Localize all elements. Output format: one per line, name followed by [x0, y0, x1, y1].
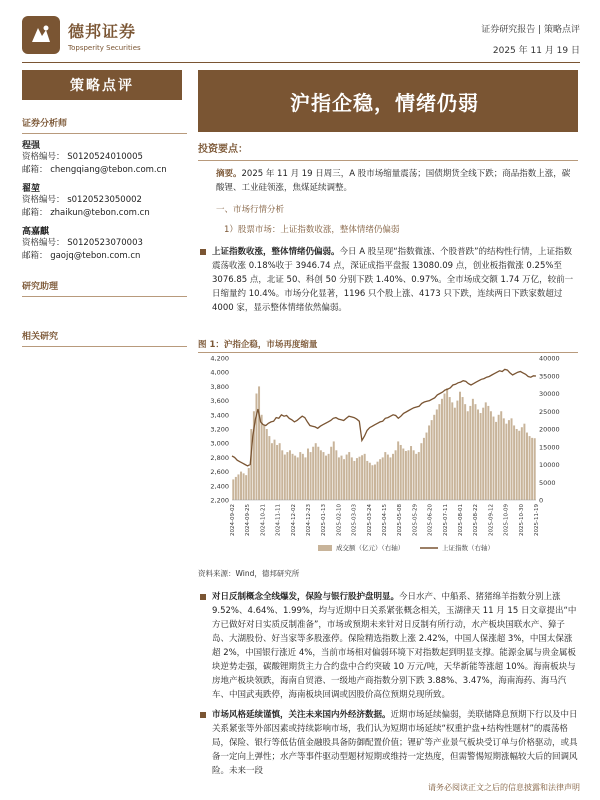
turnover-bar [325, 456, 327, 500]
turnover-bar [232, 479, 234, 500]
x-tick-label: 2024-12-23 [306, 504, 312, 536]
company-name-cn: 德邦证券 [68, 21, 137, 41]
turnover-bar [245, 475, 247, 500]
turnover-bar [392, 454, 394, 500]
turnover-bar [299, 452, 301, 500]
turnover-bar [382, 457, 384, 500]
x-tick-label: 2025-04-15 [382, 504, 388, 536]
turnover-bar [395, 450, 397, 500]
abstract-label: 摘要。 [216, 169, 242, 179]
figure-title: 图 1：沪指企稳，市场再度缩量 [198, 338, 578, 353]
turnover-bar [485, 402, 487, 500]
turnover-bar [276, 445, 278, 500]
turnover-bar [415, 454, 417, 500]
turnover-bar [444, 394, 446, 501]
section-heading: 一、市场行情分析 [216, 205, 285, 215]
right-tick-label: 0 [539, 496, 544, 505]
x-tick-label: 2025-07-11 [442, 504, 449, 536]
report-type: 证券研究报告 | 策略点评 [481, 25, 580, 35]
left-tick-label: 2,800 [210, 453, 229, 462]
legend-swatch-bar [318, 545, 332, 551]
turnover-bar [237, 474, 239, 500]
turnover-bar [529, 436, 531, 500]
chart [198, 350, 578, 564]
bullet-lead: 上证指数收涨，整体情绪仍偏弱。 [212, 247, 340, 257]
analyst-cert: 资格编号： S0120523070003 [22, 238, 143, 248]
turnover-bar [384, 452, 386, 500]
bullet-square-icon [200, 594, 206, 600]
bullet-square-icon [200, 249, 206, 255]
left-tick-label: 4,000 [210, 368, 229, 377]
x-tick-label: 2025-03-24 [366, 504, 373, 536]
company-name-en: Topsperity Securities [68, 43, 141, 52]
turnover-bar [423, 438, 425, 500]
bullet-text: 今日 A 股呈现“指数微涨、个股普跌”的结构性行情，上证指数震荡收涨 0.18%收于 3946.74 点，深证成指平盘报 13080.09 点，创业板指微涨 0.25%至 3076.85 点，北证 50、科创 50 分别下跌 1.40%、0.97%。全市场成交额 1.74 万亿，较前一日缩量约 10.4%。市场分化显著，1196 只个股上涨、4173 只下跌，连续两日下跌家数超过 4000 家，显示整体情绪依然偏弱。 [212, 247, 574, 313]
turnover-bar [338, 457, 340, 500]
bullet-square-icon [200, 712, 206, 718]
analyst-card [22, 224, 187, 263]
turnover-bar [361, 455, 363, 500]
bullet-paragraph [198, 590, 578, 702]
x-tick-label: 2025-01-13 [321, 504, 328, 536]
turnover-bar [438, 404, 440, 500]
x-tick-label: 2025-02-10 [336, 504, 343, 536]
x-tick-label: 2024-12-02 [290, 504, 297, 536]
turnover-bar [310, 452, 312, 500]
analyst-heading: 证券分析师 [22, 116, 187, 134]
category-tag: 策略点评 [22, 70, 182, 100]
right-tick-label: 35000 [539, 372, 560, 381]
turnover-bar [377, 462, 379, 500]
turnover-bar [353, 461, 355, 500]
turnover-bar [500, 411, 502, 500]
analyst-email[interactable]: 邮箱： gaojq@tebon.com.cn [22, 251, 141, 261]
turnover-bar [297, 457, 299, 500]
turnover-bar [286, 452, 288, 500]
turnover-bar [405, 451, 407, 500]
turnover-bar [418, 452, 420, 500]
turnover-bar [459, 392, 461, 500]
figure-source: 资料来源：Wind，德邦研究所 [198, 569, 300, 578]
turnover-bar [469, 406, 471, 500]
turnover-bar [480, 413, 482, 500]
bullet-lead: 市场风格延续谨慎，关注未来国内外经济数据。 [212, 710, 391, 720]
turnover-bar [274, 440, 276, 500]
turnover-bar [266, 429, 268, 500]
turnover-bar [400, 445, 402, 500]
turnover-bar [346, 455, 348, 500]
turnover-bar [477, 409, 479, 500]
x-tick-label: 2025-11-19 [534, 504, 540, 536]
turnover-bar [312, 447, 314, 500]
right-tick-label: 20000 [539, 425, 560, 434]
turnover-bar [413, 450, 415, 500]
turnover-bar [284, 455, 286, 500]
turnover-bar [333, 441, 335, 500]
turnover-bar [258, 386, 260, 500]
turnover-bar [281, 450, 283, 500]
abstract [198, 167, 578, 195]
analyst-card [22, 138, 187, 177]
turnover-bar [503, 418, 505, 500]
turnover-bar [235, 477, 237, 500]
left-tick-label: 4,200 [210, 354, 229, 363]
bullet-text: 今日水产、中船系、猪猪绵羊指数分别上涨 9.52%、4.64%、1.99%，均与近期中日关系紧张概念相关，玉湖律天 11 月 15 日文章提出“中方已做好对日实质反制准备”，市场或预期未来针对日反制有所行动，水产板块国联水产、獐子岛、大湖股份、好当家等多股涨停。保险精选指数上涨 2.42%，中国人保涨超 3%，中国太保涨超 2%，中国银行涨近 4%，当前市场相对偏弱环境下对指数起到明显支撑。能源金属与贵金属板块逆势走强，碳酸锂期货主力合约盘中合约突破 10 万元/吨，天华新能等涨超 10%。海南板块与房地产板块领跌，海南自贸港、一级地产商指数分别下跌 3.88%、3.47%，海南海药、海马汽车、中国武夷跌停，海南板块回调或因股价高位预期兑现所致。 [212, 592, 577, 700]
turnover-bar [341, 456, 343, 500]
left-tick-label: 3,200 [210, 425, 229, 434]
turnover-bar [505, 424, 507, 500]
header-divider [22, 62, 580, 63]
assistant-heading: 研究助理 [22, 275, 187, 297]
turnover-bar [348, 452, 350, 500]
subsection-heading: 1）股票市场：上证指数收涨，整体情绪仍偏弱 [224, 225, 400, 235]
turnover-bar [498, 415, 500, 500]
turnover-bar [330, 447, 332, 500]
x-tick-label: 2025-08-22 [473, 504, 480, 536]
x-tick-label: 2025-05-29 [412, 504, 419, 536]
turnover-bar [304, 457, 306, 500]
left-tick-label: 3,800 [210, 382, 229, 391]
legend-label: 成交额（亿元）（右轴） [336, 544, 405, 552]
turnover-bar [464, 404, 466, 500]
turnover-bar [240, 472, 242, 500]
main-content [198, 140, 578, 315]
x-tick-label: 2024-09-25 [245, 504, 252, 536]
turnover-bar [451, 402, 453, 500]
turnover-bar [343, 459, 345, 500]
x-tick-label: 2025-10-09 [503, 504, 510, 536]
turnover-bar [263, 425, 265, 500]
turnover-bar [328, 454, 330, 500]
turnover-bar [359, 457, 361, 500]
report-date: 2025 年 11 月 19 日 [492, 46, 580, 56]
analyst-name: 程强 [22, 141, 41, 151]
turnover-bar [379, 459, 381, 500]
turnover-bar [407, 450, 409, 500]
logo-mark-icon [22, 16, 60, 54]
x-tick-label: 2025-10-30 [518, 504, 525, 536]
report-title: 沪指企稳，情绪仍弱 [198, 70, 578, 132]
turnover-bar [426, 433, 428, 500]
analyst-card [22, 181, 187, 220]
turnover-bar [356, 458, 358, 500]
abstract-text: 2025 年 11 月 19 日周三，A 股市场缩量震荡；国债期货全线下跌；商品指数上涨，碳酸锂、工业硅领涨，焦煤延续调整。 [216, 169, 571, 193]
turnover-bar [449, 397, 451, 500]
turnover-bar [436, 409, 438, 500]
turnover-bar [523, 424, 525, 500]
turnover-bar [292, 454, 294, 500]
related-research-heading: 相关研究 [22, 325, 187, 347]
x-tick-label: 2024-11-11 [275, 504, 282, 536]
turnover-bar [248, 468, 250, 500]
left-tick-label: 2,400 [210, 482, 229, 491]
analyst-cert: 资格编号： s0120523050002 [22, 195, 142, 205]
turnover-bar [255, 394, 257, 501]
turnover-bar [387, 455, 389, 500]
turnover-bar [518, 431, 520, 500]
turnover-bar [302, 454, 304, 500]
turnover-bar [521, 427, 523, 500]
turnover-bar [493, 417, 495, 500]
sidebar [22, 116, 187, 347]
analyst-name: 高嘉麒 [22, 227, 50, 237]
turnover-bar [456, 401, 458, 500]
investment-heading: 投资要点： [198, 140, 578, 161]
turnover-bar [526, 433, 528, 500]
right-tick-label: 10000 [539, 461, 560, 469]
turnover-bar [320, 450, 322, 500]
turnover-bar [428, 425, 430, 500]
company-logo [22, 16, 141, 54]
turnover-bar [420, 443, 422, 500]
chart-svg [198, 350, 578, 564]
right-tick-label: 15000 [539, 443, 560, 452]
turnover-bar [467, 411, 469, 500]
turnover-bar [441, 399, 443, 500]
turnover-bar [397, 441, 399, 500]
turnover-bar [402, 449, 404, 500]
x-tick-label: 2025-08-01 [458, 504, 464, 536]
turnover-bar [307, 449, 309, 500]
turnover-bar [371, 465, 373, 500]
right-tick-label: 25000 [539, 407, 560, 416]
turnover-bar [279, 443, 281, 500]
turnover-bar [511, 418, 513, 500]
footer-disclaimer: 请务必阅读正文之后的信息披露和法律声明 [428, 783, 580, 792]
turnover-bar [531, 438, 533, 500]
bullet-lead: 对日反制概念全线爆发，保险与银行股护盘明显。 [212, 592, 400, 602]
analyst-name: 翟堃 [22, 184, 41, 194]
bullet-paragraph [198, 245, 578, 315]
x-tick-label: 2025-03-03 [351, 504, 358, 536]
turnover-bar [454, 408, 456, 500]
turnover-bar [487, 406, 489, 500]
turnover-bar [364, 454, 366, 500]
left-tick-label: 3,000 [210, 439, 229, 448]
turnover-bar [374, 465, 376, 501]
turnover-bar [315, 443, 317, 500]
x-tick-label: 2025-09-12 [488, 504, 495, 536]
right-tick-label: 40000 [539, 354, 560, 363]
turnover-bar [462, 397, 464, 500]
x-tick-label: 2024-10-21 [260, 504, 267, 536]
turnover-bar [508, 420, 510, 500]
turnover-bar [243, 473, 245, 500]
turnover-bar [446, 388, 448, 500]
turnover-bar [534, 438, 536, 500]
turnover-bar [433, 415, 435, 500]
turnover-bar [474, 404, 476, 500]
bullet-text: 近期市场延续偏弱，美联储降息预期下行以及中日关系紧张等外部因素或持续影响市场，我们认为短期市场延续“权重护盘+结构性题材”的震荡格局，保险、银行等低估值金融股具备防御配置价值；锂矿等产业景气板块受订单与价格驱动，或具备一定向上弹性；水产等事件驱动型题材短期或维持一定热度，但需警惕短期涨幅较大后的回调风险。未来一段 [212, 710, 578, 776]
turnover-bar [268, 436, 270, 500]
turnover-bar [294, 456, 296, 500]
analyst-cert: 资格编号： S0120524010005 [22, 152, 143, 162]
bullet-paragraph [198, 708, 578, 778]
turnover-bar [261, 415, 263, 500]
right-tick-label: 30000 [539, 390, 560, 398]
turnover-bar [366, 461, 368, 500]
left-tick-label: 2,200 [210, 496, 229, 505]
left-tick-label: 3,400 [210, 411, 229, 420]
turnover-bar [317, 447, 319, 500]
turnover-bar [431, 420, 433, 500]
turnover-bar [472, 399, 474, 500]
turnover-bar [389, 457, 391, 500]
left-tick-label: 2,600 [210, 468, 229, 477]
left-tick-label: 3,600 [210, 397, 229, 406]
turnover-bar [322, 452, 324, 500]
analyst-email[interactable]: 邮箱： chengqiang@tebon.com.cn [22, 165, 167, 175]
turnover-bar [289, 450, 291, 500]
turnover-bar [482, 408, 484, 500]
turnover-bar [369, 463, 371, 500]
legend-label: 上证指数（右轴） [442, 544, 494, 552]
turnover-bar [335, 450, 337, 500]
turnover-bar [410, 446, 412, 500]
lower-content [198, 586, 578, 778]
turnover-bar [351, 457, 353, 500]
turnover-bar [490, 411, 492, 500]
turnover-bar [513, 425, 515, 500]
x-tick-label: 2025-06-20 [427, 504, 434, 536]
turnover-bar [516, 429, 518, 500]
x-tick-label: 2025-05-08 [397, 504, 404, 536]
x-tick-label: 2024-09-02 [230, 504, 236, 536]
turnover-bar [271, 443, 273, 500]
right-tick-label: 5000 [539, 478, 556, 487]
turnover-bar [495, 422, 497, 500]
analyst-email[interactable]: 邮箱： zhaikun@tebon.com.cn [22, 208, 150, 218]
